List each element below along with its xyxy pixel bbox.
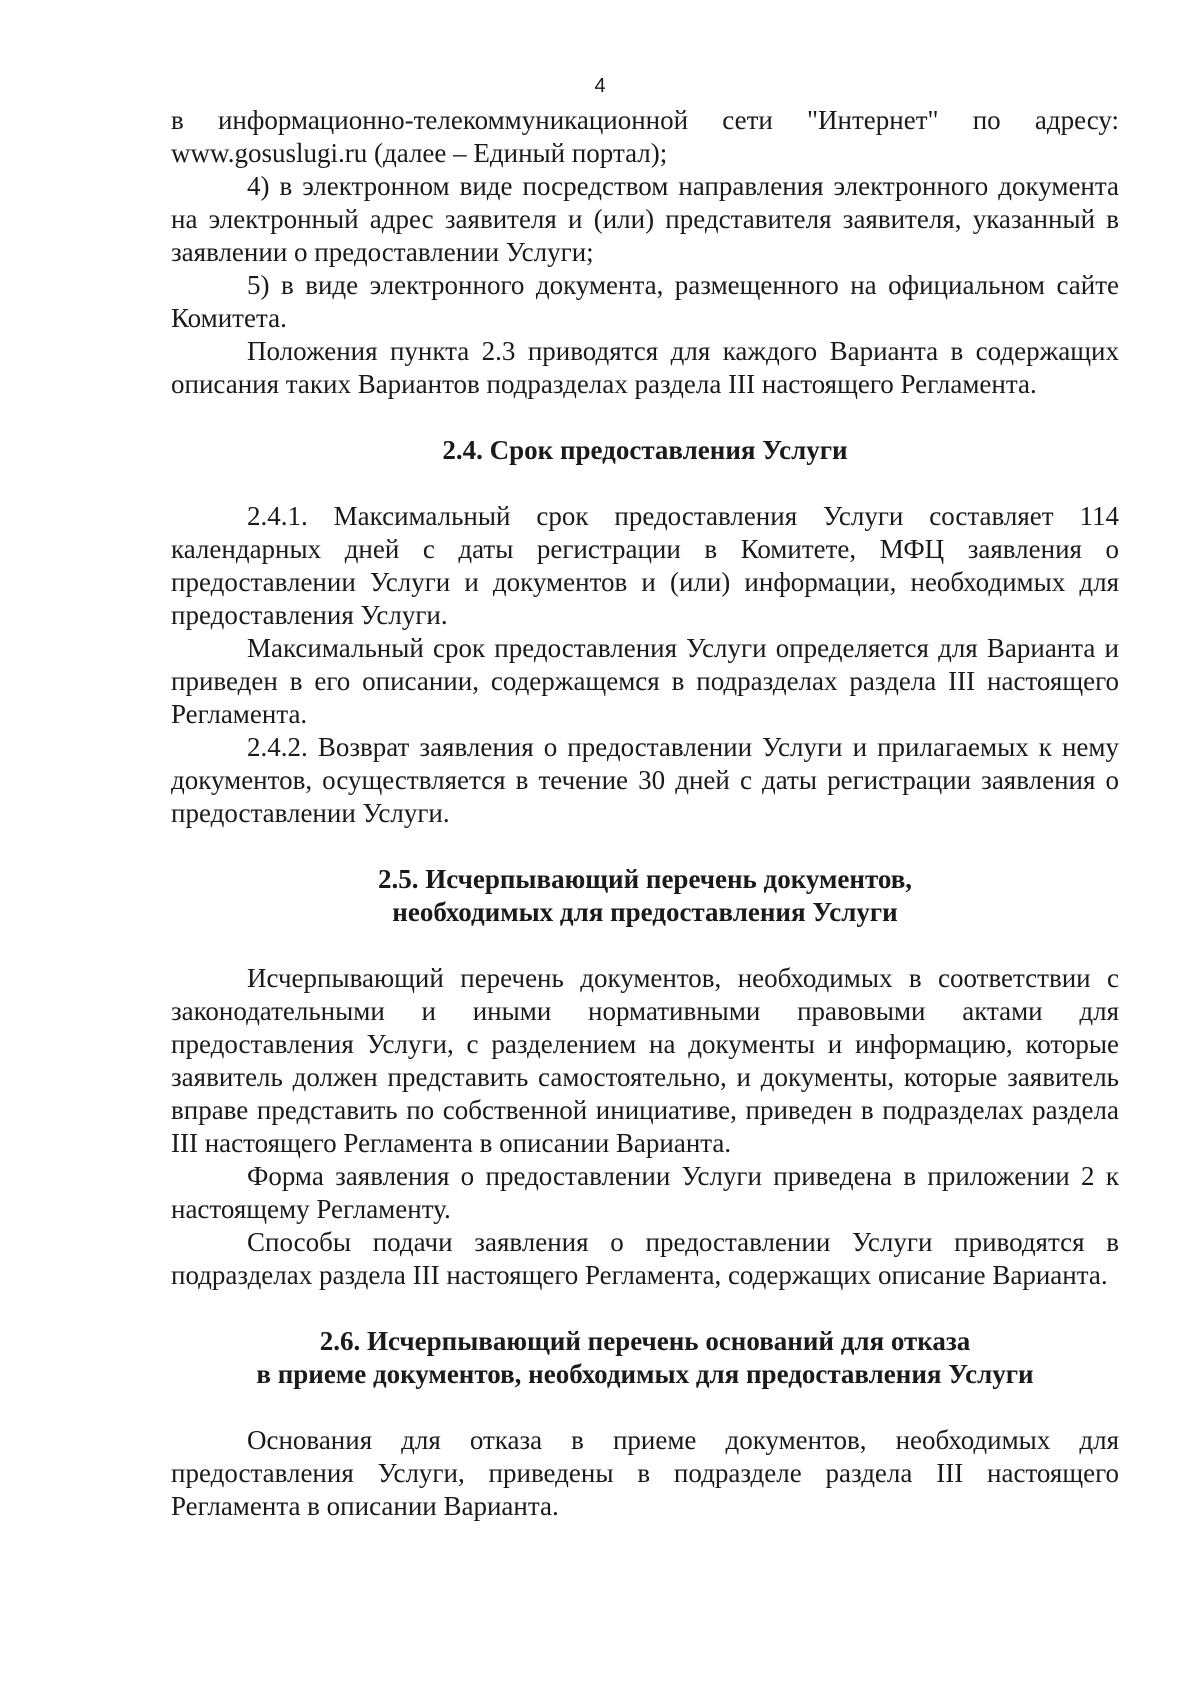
section-heading-line: 2.6. Исчерпывающий перечень оснований для отказа bbox=[319, 1326, 971, 1356]
spacer bbox=[171, 929, 1119, 962]
paragraph: 2.4.2. Возврат заявления о предоставлении Услуги и прилагаемых к нему документов, осуществляется в течение 30 дней с даты регистрации заявления о предоставлении Услуги. bbox=[171, 732, 1119, 828]
spacer bbox=[171, 467, 1119, 500]
spacer bbox=[171, 830, 1119, 863]
section-heading-line: 2.5. Исчерпывающий перечень документов, bbox=[377, 864, 913, 894]
section-heading bbox=[171, 1325, 1119, 1391]
spacer bbox=[171, 1292, 1119, 1325]
section-heading-line: в приеме документов, необходимых для предоставления Услуги bbox=[256, 1359, 1034, 1389]
section-heading-line: необходимых для предоставления Услуги bbox=[392, 897, 898, 927]
paragraph: 4) в электронном виде посредством направления электронного документа на электронный адрес заявителя и (или) представителя заявителя, указанный в заявлении о предоставлении Услуги; bbox=[171, 171, 1119, 267]
section-heading bbox=[171, 863, 1119, 929]
paragraph: 2.4.1. Максимальный срок предоставления Услуги составляет 114 календарных дней с даты регистрации в Комитете, МФЦ заявления о предоставлении Услуги и документов и (или) информации, необходимых для предоставления Услуги. bbox=[171, 501, 1119, 630]
paragraph: Способы подачи заявления о предоставлении Услуги приводятся в подразделах раздела III настоящего Регламента, содержащих описание Варианта. bbox=[171, 1227, 1119, 1290]
paragraph: Форма заявления о предоставлении Услуги приведена в приложении 2 к настоящему Регламенту. bbox=[171, 1161, 1119, 1224]
document-body bbox=[171, 104, 1119, 1523]
paragraph: Исчерпывающий перечень документов, необходимых в соответствии с законодательными и иными нормативными правовыми актами для предоставления Услуги, с разделением на документы и информацию, которые заявитель должен представить самостоятельно, и документы, которые заявитель вправе представить по собственной инициативе, приведен в подразделах раздела III настоящего Регламента в описании Варианта. bbox=[171, 963, 1119, 1158]
section-heading bbox=[171, 434, 1119, 467]
paragraph: 5) в виде электронного документа, размещенного на официальном сайте Комитета. bbox=[171, 270, 1119, 333]
spacer bbox=[171, 401, 1119, 434]
paragraph: Основания для отказа в приеме документов, необходимых для предоставления Услуги, приведены в подразделе раздела III настоящего Регламента в описании Варианта. bbox=[171, 1425, 1119, 1521]
spacer bbox=[171, 1391, 1119, 1424]
page-number: 4 bbox=[594, 75, 606, 97]
paragraph: Положения пункта 2.3 приводятся для каждого Варианта в содержащих описания таких Вариантов подразделах раздела III настоящего Регламента. bbox=[171, 336, 1119, 399]
paragraph: Максимальный срок предоставления Услуги определяется для Варианта и приведен в его описании, содержащемся в подразделах раздела III настоящего Регламента. bbox=[171, 633, 1119, 729]
paragraph: в информационно-телекоммуникационной сети "Интернет" по адресу: www.gosuslugi.ru (далее – Единый портал); bbox=[171, 105, 1119, 168]
section-heading-line: 2.4. Срок предоставления Услуги bbox=[442, 435, 848, 465]
